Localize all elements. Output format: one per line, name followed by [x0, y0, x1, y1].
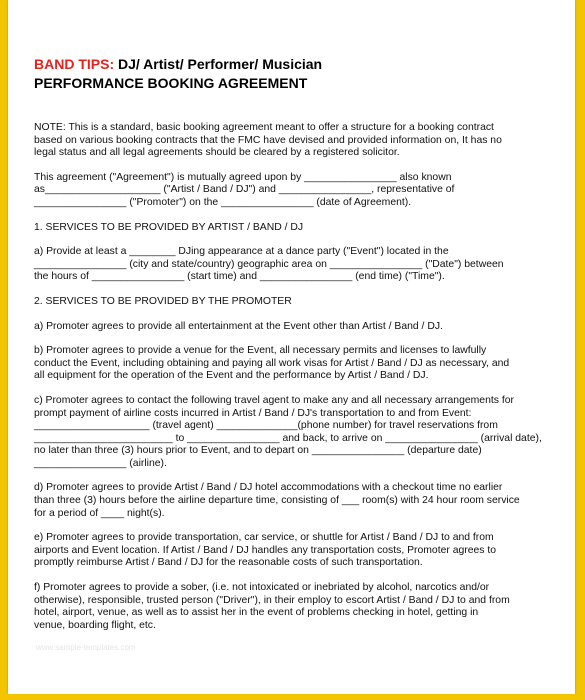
section-1-a	[34, 246, 554, 284]
band-tips-heading	[34, 56, 554, 73]
document-title: PERFORMANCE BOOKING AGREEMENT	[34, 75, 308, 91]
agreement-paragraph	[34, 172, 554, 210]
section-2-b-line: b) Promoter agrees to provide a venue for the Event, all necessary permits and licenses to lawfully	[34, 345, 487, 357]
section-2-b	[34, 345, 554, 383]
section-2-c	[34, 395, 554, 471]
note-line: NOTE: This is a standard, basic booking agreement meant to offer a structure for a booking contract	[34, 122, 494, 133]
section-2-c-line: prompt payment of airline costs incurred in Artist / Band / DJ's transportation to and from Event:	[34, 407, 472, 419]
band-tips-roles: DJ/ Artist/ Performer/ Musician	[114, 56, 323, 72]
section-2-e-line: promptly reimburse Artist / Band / DJ for the reasonable costs of such transportation.	[34, 557, 423, 569]
section-2-b-line: conduct the Event, including obtaining and paying all work visas for Artist / Band / DJ as necessary, and	[34, 357, 510, 369]
band-tips-label: BAND TIPS:	[34, 56, 115, 72]
section-2-a-line: a) Promoter agrees to provide all entertainment at the Event other than Artist / Band / DJ.	[34, 320, 443, 332]
section-1-a-line: ________________ (city and state/country) geographic area on ________________ ("Date") between	[34, 258, 504, 270]
document-content	[34, 56, 554, 632]
section-2-f-line: venue, boarding flight, etc.	[34, 619, 156, 631]
section-2-e-line: airports and Event location. If Artist / Band / DJ handles any transportation costs, Promoter agrees to	[34, 544, 497, 556]
section-2-e-line: e) Promoter agrees to provide transportation, car service, or shuttle for Artist / Band / DJ to and from	[34, 532, 494, 544]
agreement-line: ________________ ("Promoter") on the ________________ (date of Agreement).	[34, 196, 412, 208]
section-2-a	[34, 321, 554, 334]
section-2-b-line: all equipment for the operation of the Event and the performance by Artist / Band / DJ.	[34, 370, 429, 382]
section-2-c-line: no later than three (3) hours prior to Event, and to depart on ________________ (departure date)	[34, 445, 482, 457]
section-2-f-line: otherwise), responsible, trusted person ("Driver"), in their employ to escort Artist / Band / DJ to and from	[34, 594, 510, 606]
section-2-c-line: ________________________ to ________________ and back, to arrive on ________________ (arrival date),	[34, 432, 542, 444]
agreement-line: This agreement ("Agreement") is mutually agreed upon by ________________ also known	[34, 171, 452, 183]
note-paragraph	[34, 122, 554, 160]
section-2-f	[34, 582, 554, 632]
section-2-d-line: for a period of ____ night(s).	[34, 507, 165, 519]
agreement-line: as____________________ ("Artist / Band / DJ") and ________________, representative of	[34, 184, 455, 196]
section-2-title: 2. SERVICES TO BE PROVIDED BY THE PROMOTER	[34, 295, 292, 307]
document-page	[8, 0, 575, 694]
watermark: www.sample-templates.com	[36, 643, 136, 652]
section-2-c-line: ________________ (airline).	[34, 457, 167, 469]
section-2-d-line: d) Promoter agrees to provide Artist / Band / DJ hotel accommodations with a checkout time no earlier	[34, 482, 503, 494]
section-1-a-line: the hours of ________________ (start time) and ________________ (end time) ("Time").	[34, 271, 445, 283]
note-line: based on various booking contracts that the FMC have devised and provided information on, It has no	[34, 134, 502, 146]
section-2-e	[34, 532, 554, 570]
section-2-c-line: c) Promoter agrees to contact the following travel agent to make any and all necessary arrangements for	[34, 394, 514, 406]
section-2-f-line: hotel, airport, venue, as well as to assist her in the event of problems checking in hotel, getting in	[34, 607, 479, 619]
section-2-f-line: f) Promoter agrees to provide a sober, (i.e. not intoxicated or inebriated by alcohol, narcotics and/or	[34, 582, 490, 594]
section-2-d-line: than three (3) hours before the airline departure time, consisting of ___ room(s) with 24 hour room service	[34, 495, 520, 507]
bottom-border	[0, 694, 585, 700]
section-2-d	[34, 482, 554, 520]
note-line: legal status and all legal agreements should be cleared by a registered solicitor.	[34, 147, 400, 159]
section-1-title: 1. SERVICES TO BE PROVIDED BY ARTIST / BAND / DJ	[34, 221, 304, 233]
section-1-a-line: a) Provide at least a ________ DJing appearance at a dance party ("Event") located in the	[34, 246, 449, 258]
section-2-c-line: ____________________ (travel agent) ______________(phone number) for travel reservations from	[34, 420, 498, 432]
